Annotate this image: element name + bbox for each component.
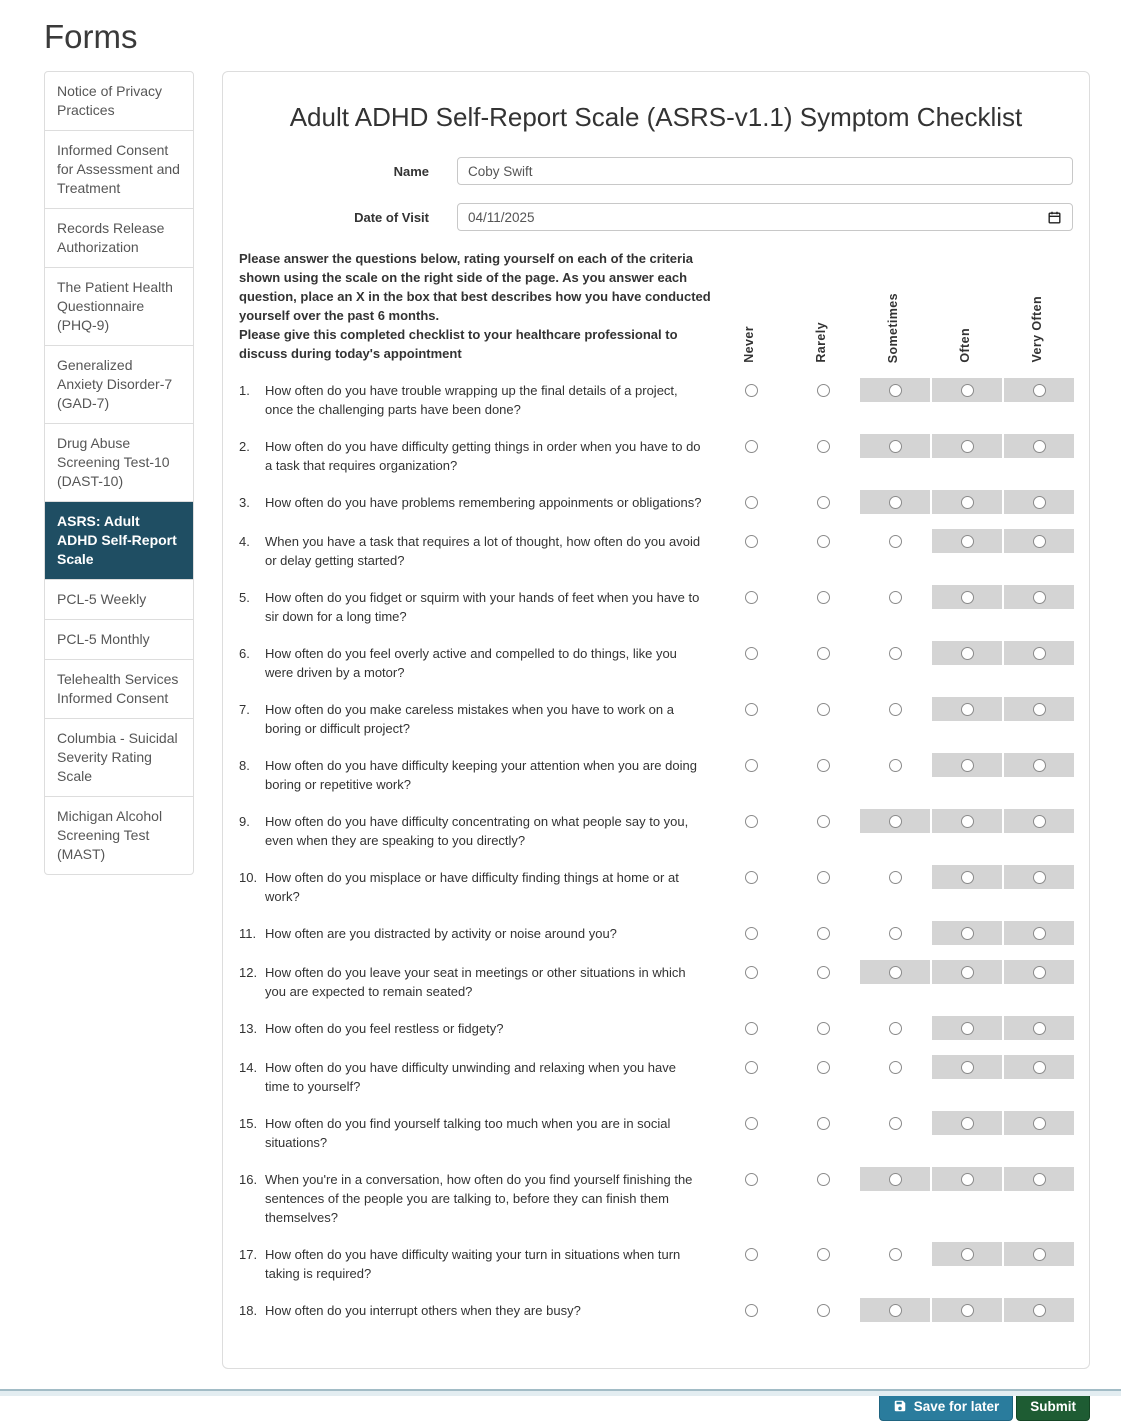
answer-cell-sometimes[interactable] bbox=[860, 1167, 930, 1191]
question-text: How often do you have problems remembering appoinments or obligations? bbox=[265, 495, 702, 510]
question-row bbox=[239, 1301, 1073, 1322]
radio-often[interactable] bbox=[961, 815, 974, 828]
answer-cell-sometimes[interactable] bbox=[860, 1298, 930, 1322]
radio-sometimes[interactable] bbox=[889, 927, 902, 940]
answer-cells bbox=[715, 1245, 1075, 1266]
answer-cell-rarely[interactable] bbox=[788, 529, 858, 553]
question-text: How often do you fidget or squirm with your hands of feet when you have to sir down for a long time? bbox=[265, 590, 700, 624]
question-text: How often do you interrupt others when they are busy? bbox=[265, 1303, 581, 1318]
answer-cell-often[interactable] bbox=[932, 1055, 1002, 1079]
radio-very-often[interactable] bbox=[1033, 1117, 1046, 1130]
answer-cell-never[interactable] bbox=[716, 1298, 786, 1322]
answer-cell-rarely[interactable] bbox=[788, 434, 858, 458]
answer-cell-sometimes[interactable] bbox=[860, 434, 930, 458]
radio-very-often[interactable] bbox=[1033, 1304, 1046, 1317]
answer-cell-never[interactable] bbox=[716, 1242, 786, 1266]
answer-cell-sometimes[interactable] bbox=[860, 809, 930, 833]
radio-very-often[interactable] bbox=[1033, 927, 1046, 940]
sidebar-item-records-release-authorization[interactable]: Records Release Authorization bbox=[45, 209, 193, 268]
answer-cell-never[interactable] bbox=[716, 809, 786, 833]
radio-very-often[interactable] bbox=[1033, 1248, 1046, 1261]
answer-cell-often[interactable] bbox=[932, 641, 1002, 665]
answer-cell-sometimes[interactable] bbox=[860, 865, 930, 889]
radio-very-often[interactable] bbox=[1033, 384, 1046, 397]
sidebar-item-michigan-alcohol-screening-test-mast-[interactable]: Michigan Alcohol Screening Test (MAST) bbox=[57, 808, 163, 862]
answer-cell-rarely[interactable] bbox=[788, 1016, 858, 1040]
radio-very-often[interactable] bbox=[1033, 1173, 1046, 1186]
answer-cell-never[interactable] bbox=[716, 1055, 786, 1079]
question-number: 18. bbox=[239, 1303, 258, 1318]
question-number: 3. bbox=[239, 495, 250, 510]
instructions-paragraph-1: Please answer the questions below, rating yourself on each of the criteria shown using the scale on the right side of the page. As you answer each question, place an X in the box that best describes how you have conducted yourself over the past 6 months. bbox=[239, 251, 711, 323]
answer-cell-rarely[interactable] bbox=[788, 490, 858, 514]
question-number: 15. bbox=[239, 1116, 258, 1131]
answer-cell-very-often[interactable] bbox=[1004, 490, 1074, 514]
answer-cells bbox=[715, 437, 1075, 458]
form-title: Adult ADHD Self-Report Scale (ASRS-v1.1) Symptom Checklist bbox=[289, 102, 1023, 132]
answer-cell-often[interactable] bbox=[932, 697, 1002, 721]
answer-cell-never[interactable] bbox=[716, 865, 786, 889]
radio-never[interactable] bbox=[745, 1248, 758, 1261]
radio-rarely[interactable] bbox=[817, 703, 830, 716]
radio-sometimes[interactable] bbox=[889, 591, 902, 604]
date-value: 04/11/2025 bbox=[468, 209, 535, 225]
question-text: How often do you feel overly active and compelled to do things, like you were driven by a motor? bbox=[265, 646, 677, 680]
radio-rarely[interactable] bbox=[817, 1022, 830, 1035]
radio-very-often[interactable] bbox=[1033, 1022, 1046, 1035]
answer-cell-very-often[interactable] bbox=[1004, 1016, 1074, 1040]
answer-cell-never[interactable] bbox=[716, 960, 786, 984]
radio-rarely[interactable] bbox=[817, 815, 830, 828]
question-row bbox=[239, 493, 1073, 514]
question-text: How often do you find yourself talking too much when you are in social situations? bbox=[265, 1116, 671, 1150]
answer-cell-often[interactable] bbox=[932, 921, 1002, 945]
radio-often[interactable] bbox=[961, 1304, 974, 1317]
radio-never[interactable] bbox=[745, 535, 758, 548]
radio-never[interactable] bbox=[745, 591, 758, 604]
answer-cells bbox=[715, 1170, 1075, 1191]
radio-often[interactable] bbox=[961, 966, 974, 979]
radio-sometimes[interactable] bbox=[889, 1061, 902, 1074]
radio-often[interactable] bbox=[961, 759, 974, 772]
radio-sometimes[interactable] bbox=[889, 871, 902, 884]
question-row bbox=[239, 381, 1073, 419]
radio-rarely[interactable] bbox=[817, 1117, 830, 1130]
question-text: How often do you have difficulty unwinding and relaxing when you have time to yourself? bbox=[265, 1060, 676, 1094]
question-text: How often do you have trouble wrapping up the final details of a project, once the challenging parts have been done? bbox=[265, 383, 678, 417]
answer-cell-sometimes[interactable] bbox=[860, 1016, 930, 1040]
radio-rarely[interactable] bbox=[817, 496, 830, 509]
sidebar-item-drug-abuse-screening-test-10-dast-10-[interactable]: Drug Abuse Screening Test-10 (DAST-10) bbox=[45, 424, 193, 502]
answer-cell-rarely[interactable] bbox=[788, 1055, 858, 1079]
answer-cell-never[interactable] bbox=[716, 490, 786, 514]
answer-cell-often[interactable] bbox=[932, 809, 1002, 833]
question-row bbox=[239, 1114, 1073, 1152]
answer-cell-often[interactable] bbox=[932, 753, 1002, 777]
radio-sometimes[interactable] bbox=[889, 1117, 902, 1130]
answer-cell-sometimes[interactable] bbox=[860, 921, 930, 945]
radio-never[interactable] bbox=[745, 1117, 758, 1130]
sidebar-item-pcl-5-monthly[interactable]: PCL-5 Monthly bbox=[45, 620, 193, 660]
sidebar-item-pcl-5-weekly[interactable]: PCL-5 Weekly bbox=[45, 580, 193, 620]
answer-cell-very-often[interactable] bbox=[1004, 753, 1074, 777]
radio-often[interactable] bbox=[961, 535, 974, 548]
radio-never[interactable] bbox=[745, 927, 758, 940]
question-text: How often do you leave your seat in meetings or other situations in which you are expected to remain seated? bbox=[265, 965, 686, 999]
answer-cell-never[interactable] bbox=[716, 1111, 786, 1135]
answer-cell-never[interactable] bbox=[716, 641, 786, 665]
answer-cell-never[interactable] bbox=[716, 1167, 786, 1191]
answer-cell-very-often[interactable] bbox=[1004, 434, 1074, 458]
radio-sometimes[interactable] bbox=[889, 440, 902, 453]
radio-very-often[interactable] bbox=[1033, 871, 1046, 884]
question-row bbox=[239, 756, 1073, 794]
radio-never[interactable] bbox=[745, 496, 758, 509]
radio-rarely[interactable] bbox=[817, 927, 830, 940]
sidebar-item-telehealth-services-informed-consent[interactable]: Telehealth Services Informed Consent bbox=[45, 660, 193, 719]
answer-cell-very-often[interactable] bbox=[1004, 865, 1074, 889]
radio-very-often[interactable] bbox=[1033, 966, 1046, 979]
radio-very-often[interactable] bbox=[1033, 496, 1046, 509]
radio-rarely[interactable] bbox=[817, 1061, 830, 1074]
radio-sometimes[interactable] bbox=[889, 647, 902, 660]
answer-cells bbox=[715, 868, 1075, 889]
scale-header-sometimes bbox=[857, 293, 929, 363]
calendar-icon[interactable] bbox=[1047, 210, 1062, 225]
question-row bbox=[239, 1245, 1073, 1283]
question-row bbox=[239, 700, 1073, 738]
answer-cell-often[interactable] bbox=[932, 865, 1002, 889]
question-row bbox=[239, 868, 1073, 906]
scale-header-label: Rarely bbox=[814, 322, 828, 363]
answer-cell-often[interactable] bbox=[932, 1167, 1002, 1191]
radio-rarely[interactable] bbox=[817, 440, 830, 453]
question-row bbox=[239, 532, 1073, 570]
radio-never[interactable] bbox=[745, 1173, 758, 1186]
answer-cell-often[interactable] bbox=[932, 960, 1002, 984]
answer-cells bbox=[715, 1058, 1075, 1079]
radio-sometimes[interactable] bbox=[889, 496, 902, 509]
question-text: How often do you have difficulty waiting your turn in situations when turn taking is required? bbox=[265, 1247, 681, 1281]
answer-cells bbox=[715, 644, 1075, 665]
radio-often[interactable] bbox=[961, 1248, 974, 1261]
radio-rarely[interactable] bbox=[817, 871, 830, 884]
scale-header-label: Very Often bbox=[1030, 296, 1044, 363]
radio-often[interactable] bbox=[961, 871, 974, 884]
answer-cell-often[interactable] bbox=[932, 585, 1002, 609]
scale-header-row bbox=[713, 293, 1073, 363]
radio-sometimes[interactable] bbox=[889, 1304, 902, 1317]
scale-header-very-often bbox=[1001, 293, 1073, 363]
answer-cells bbox=[715, 963, 1075, 984]
answer-cell-rarely[interactable] bbox=[788, 378, 858, 402]
question-row bbox=[239, 1058, 1073, 1096]
radio-sometimes[interactable] bbox=[889, 703, 902, 716]
radio-never[interactable] bbox=[745, 703, 758, 716]
radio-often[interactable] bbox=[961, 496, 974, 509]
radio-often[interactable] bbox=[961, 1173, 974, 1186]
radio-never[interactable] bbox=[745, 871, 758, 884]
date-of-visit-label: Date of Visit bbox=[354, 209, 429, 225]
radio-very-often[interactable] bbox=[1033, 440, 1046, 453]
answer-cell-sometimes[interactable] bbox=[860, 529, 930, 553]
sidebar-item-asrs-adult-adhd-self-report-scale[interactable]: ASRS: Adult ADHD Self-Report Scale bbox=[45, 502, 193, 580]
answer-cell-often[interactable] bbox=[932, 529, 1002, 553]
question-text: How often do you feel restless or fidgety? bbox=[265, 1021, 504, 1036]
radio-rarely[interactable] bbox=[817, 759, 830, 772]
question-text: How often do you have difficulty getting things in order when you have to do a task that requires organization? bbox=[265, 439, 701, 473]
radio-rarely[interactable] bbox=[817, 1248, 830, 1261]
answer-cell-sometimes[interactable] bbox=[860, 960, 930, 984]
answer-cell-rarely[interactable] bbox=[788, 641, 858, 665]
answer-cells bbox=[715, 588, 1075, 609]
scale-header-often bbox=[929, 293, 1001, 363]
sidebar-item-notice-of-privacy-practices[interactable]: Notice of Privacy Practices bbox=[45, 72, 193, 131]
question-number: 10. bbox=[239, 870, 258, 885]
answer-cell-very-often[interactable] bbox=[1004, 697, 1074, 721]
answer-cell-very-often[interactable] bbox=[1004, 641, 1074, 665]
radio-rarely[interactable] bbox=[817, 591, 830, 604]
answer-cells bbox=[715, 756, 1075, 777]
answer-cell-very-often[interactable] bbox=[1004, 585, 1074, 609]
answer-cell-very-often[interactable] bbox=[1004, 378, 1074, 402]
question-number: 17. bbox=[239, 1247, 258, 1262]
radio-very-often[interactable] bbox=[1033, 535, 1046, 548]
answer-cells bbox=[715, 1019, 1075, 1040]
scale-header-never bbox=[713, 293, 785, 363]
answer-cell-very-often[interactable] bbox=[1004, 1055, 1074, 1079]
question-text: How often are you distracted by activity or noise around you? bbox=[265, 926, 617, 941]
scale-header-label: Often bbox=[958, 328, 972, 363]
answer-cell-very-often[interactable] bbox=[1004, 1298, 1074, 1322]
radio-sometimes[interactable] bbox=[889, 535, 902, 548]
question-row bbox=[239, 924, 1073, 945]
answer-cell-rarely[interactable] bbox=[788, 865, 858, 889]
radio-sometimes[interactable] bbox=[889, 384, 902, 397]
form-panel bbox=[222, 71, 1090, 1369]
radio-sometimes[interactable] bbox=[889, 1173, 902, 1186]
radio-often[interactable] bbox=[961, 384, 974, 397]
answer-cell-rarely[interactable] bbox=[788, 1242, 858, 1266]
question-row bbox=[239, 588, 1073, 626]
question-number: 13. bbox=[239, 1021, 258, 1036]
radio-never[interactable] bbox=[745, 384, 758, 397]
answer-cell-rarely[interactable] bbox=[788, 697, 858, 721]
scale-header-label: Never bbox=[742, 326, 756, 363]
instructions bbox=[239, 249, 713, 363]
page-title: Forms bbox=[44, 18, 138, 55]
answer-cell-never[interactable] bbox=[716, 529, 786, 553]
answer-cell-sometimes[interactable] bbox=[860, 585, 930, 609]
radio-never[interactable] bbox=[745, 966, 758, 979]
radio-rarely[interactable] bbox=[817, 384, 830, 397]
radio-rarely[interactable] bbox=[817, 647, 830, 660]
answer-cell-very-often[interactable] bbox=[1004, 809, 1074, 833]
save-icon bbox=[893, 1399, 907, 1413]
radio-never[interactable] bbox=[745, 1022, 758, 1035]
sidebar-item-informed-consent-for-assessment-and-treatment[interactable]: Informed Consent for Assessment and Treatment bbox=[45, 131, 193, 209]
answer-cell-sometimes[interactable] bbox=[860, 378, 930, 402]
radio-often[interactable] bbox=[961, 647, 974, 660]
question-text: When you're in a conversation, how often do you find yourself finishing the sentences of the people you are talking to, before they can finish them themselves? bbox=[265, 1172, 693, 1225]
answer-cell-very-often[interactable] bbox=[1004, 921, 1074, 945]
answer-cell-often[interactable] bbox=[932, 1111, 1002, 1135]
answer-cell-rarely[interactable] bbox=[788, 753, 858, 777]
answer-cell-rarely[interactable] bbox=[788, 921, 858, 945]
question-number: 8. bbox=[239, 758, 250, 773]
question-number: 5. bbox=[239, 590, 250, 605]
question-text: How often do you misplace or have difficulty finding things at home or at work? bbox=[265, 870, 679, 904]
forms-sidebar bbox=[44, 71, 194, 875]
answer-cell-often[interactable] bbox=[932, 1016, 1002, 1040]
answer-cell-never[interactable] bbox=[716, 378, 786, 402]
question-number: 2. bbox=[239, 439, 250, 454]
radio-rarely[interactable] bbox=[817, 1173, 830, 1186]
answer-cells bbox=[715, 493, 1075, 514]
answer-cell-very-often[interactable] bbox=[1004, 960, 1074, 984]
answer-cells bbox=[715, 381, 1075, 402]
question-text: How often do you make careless mistakes when you have to work on a boring or difficult project? bbox=[265, 702, 674, 736]
answer-cell-often[interactable] bbox=[932, 378, 1002, 402]
radio-sometimes[interactable] bbox=[889, 1248, 902, 1261]
question-row bbox=[239, 644, 1073, 682]
answer-cells bbox=[715, 700, 1075, 721]
answer-cells bbox=[715, 1301, 1075, 1322]
answer-cell-rarely[interactable] bbox=[788, 809, 858, 833]
answer-cell-never[interactable] bbox=[716, 697, 786, 721]
question-row bbox=[239, 1170, 1073, 1227]
answer-cells bbox=[715, 532, 1075, 553]
question-number: 9. bbox=[239, 814, 250, 829]
radio-often[interactable] bbox=[961, 1117, 974, 1130]
radio-never[interactable] bbox=[745, 1304, 758, 1317]
sidebar-item-columbia-suicidal-severity-rating-scale[interactable]: Columbia - Suicidal Severity Rating Scale bbox=[45, 719, 193, 797]
answer-cell-very-often[interactable] bbox=[1004, 1167, 1074, 1191]
radio-often[interactable] bbox=[961, 440, 974, 453]
name-input[interactable] bbox=[457, 157, 1073, 185]
answer-cell-very-often[interactable] bbox=[1004, 529, 1074, 553]
name-label: Name bbox=[393, 163, 429, 179]
answer-cell-sometimes[interactable] bbox=[860, 1242, 930, 1266]
radio-often[interactable] bbox=[961, 703, 974, 716]
question-row bbox=[239, 963, 1073, 1001]
radio-rarely[interactable] bbox=[817, 966, 830, 979]
answer-cell-never[interactable] bbox=[716, 585, 786, 609]
scale-header-label: Sometimes bbox=[886, 292, 900, 363]
radio-never[interactable] bbox=[745, 647, 758, 660]
questions-list bbox=[239, 381, 1073, 1322]
radio-never[interactable] bbox=[745, 1061, 758, 1074]
question-number: 11. bbox=[239, 926, 257, 941]
answer-cell-rarely[interactable] bbox=[788, 585, 858, 609]
radio-often[interactable] bbox=[961, 1061, 974, 1074]
radio-sometimes[interactable] bbox=[889, 815, 902, 828]
footer-strip bbox=[0, 1389, 1121, 1396]
answer-cell-never[interactable] bbox=[716, 1016, 786, 1040]
answer-cell-never[interactable] bbox=[716, 434, 786, 458]
question-text: How often do you have difficulty keeping your attention when you are doing boring or repetitive work? bbox=[265, 758, 697, 792]
save-for-later-label: Save for later bbox=[913, 1398, 1000, 1414]
question-number: 16. bbox=[239, 1172, 258, 1187]
answer-cell-often[interactable] bbox=[932, 1242, 1002, 1266]
radio-very-often[interactable] bbox=[1033, 703, 1046, 716]
answer-cell-sometimes[interactable] bbox=[860, 1111, 930, 1135]
answer-cell-very-often[interactable] bbox=[1004, 1242, 1074, 1266]
radio-very-often[interactable] bbox=[1033, 1061, 1046, 1074]
answer-cell-never[interactable] bbox=[716, 921, 786, 945]
radio-rarely[interactable] bbox=[817, 535, 830, 548]
answer-cell-often[interactable] bbox=[932, 490, 1002, 514]
answer-cell-rarely[interactable] bbox=[788, 1298, 858, 1322]
radio-often[interactable] bbox=[961, 1022, 974, 1035]
radio-never[interactable] bbox=[745, 759, 758, 772]
answer-cell-rarely[interactable] bbox=[788, 1111, 858, 1135]
answer-cells bbox=[715, 1114, 1075, 1135]
radio-very-often[interactable] bbox=[1033, 591, 1046, 604]
answer-cell-sometimes[interactable] bbox=[860, 490, 930, 514]
radio-sometimes[interactable] bbox=[889, 1022, 902, 1035]
question-number: 14. bbox=[239, 1060, 258, 1075]
sidebar-item-the-patient-health-questionnaire-phq-9-[interactable]: The Patient Health Questionnaire (PHQ-9) bbox=[45, 268, 193, 346]
question-number: 1. bbox=[239, 383, 250, 398]
date-of-visit-input[interactable] bbox=[457, 203, 1073, 231]
radio-rarely[interactable] bbox=[817, 1304, 830, 1317]
sidebar-item-generalized-anxiety-disorder-7-gad-7-[interactable]: Generalized Anxiety Disorder-7 (GAD-7) bbox=[45, 346, 193, 424]
answer-cell-sometimes[interactable] bbox=[860, 641, 930, 665]
scale-header-rarely bbox=[785, 293, 857, 363]
answer-cell-very-often[interactable] bbox=[1004, 1111, 1074, 1135]
answer-cell-sometimes[interactable] bbox=[860, 697, 930, 721]
question-row bbox=[239, 1019, 1073, 1040]
answer-cell-rarely[interactable] bbox=[788, 1167, 858, 1191]
answer-cell-often[interactable] bbox=[932, 1298, 1002, 1322]
question-number: 7. bbox=[239, 702, 250, 717]
question-text: How often do you have difficulty concentrating on what people say to you, even when they are speaking to you directly? bbox=[265, 814, 689, 848]
question-text: When you have a task that requires a lot of thought, how often do you avoid or delay getting started? bbox=[265, 534, 701, 568]
question-number: 4. bbox=[239, 534, 250, 549]
radio-never[interactable] bbox=[745, 815, 758, 828]
radio-very-often[interactable] bbox=[1033, 759, 1046, 772]
radio-sometimes[interactable] bbox=[889, 966, 902, 979]
answer-cell-sometimes[interactable] bbox=[860, 1055, 930, 1079]
question-number: 12. bbox=[239, 965, 258, 980]
answer-cell-never[interactable] bbox=[716, 753, 786, 777]
answer-cell-rarely[interactable] bbox=[788, 960, 858, 984]
question-row bbox=[239, 437, 1073, 475]
instructions-paragraph-2: Please give this completed checklist to your healthcare professional to discuss during today's appointment bbox=[239, 327, 678, 361]
question-row bbox=[239, 812, 1073, 850]
answer-cells bbox=[715, 924, 1075, 945]
answer-cell-often[interactable] bbox=[932, 434, 1002, 458]
question-number: 6. bbox=[239, 646, 250, 661]
radio-very-often[interactable] bbox=[1033, 815, 1046, 828]
answer-cell-sometimes[interactable] bbox=[860, 753, 930, 777]
radio-never[interactable] bbox=[745, 440, 758, 453]
submit-label: Submit bbox=[1030, 1398, 1076, 1414]
radio-often[interactable] bbox=[961, 927, 974, 940]
radio-very-often[interactable] bbox=[1033, 647, 1046, 660]
radio-often[interactable] bbox=[961, 591, 974, 604]
radio-sometimes[interactable] bbox=[889, 759, 902, 772]
answer-cells bbox=[715, 812, 1075, 833]
